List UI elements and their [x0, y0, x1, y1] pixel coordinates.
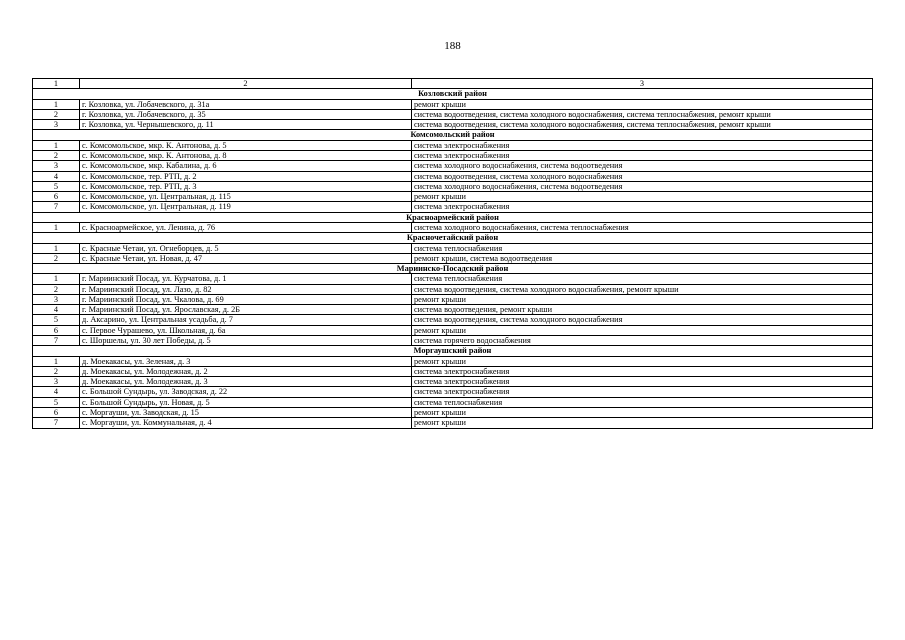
- address-cell: г. Мариинский Посад, ул. Чкалова, д. 69: [80, 294, 412, 304]
- row-number: 7: [33, 418, 80, 428]
- work-type-cell: ремонт крыши: [412, 325, 873, 335]
- district-header-row: [33, 212, 873, 222]
- page-number: 188: [444, 40, 461, 52]
- table-row: [33, 181, 873, 191]
- table-row: [33, 120, 873, 130]
- address-cell: с. Комсомольское, мкр. К. Антонова, д. 8: [80, 150, 412, 160]
- work-type-cell: система электроснабжения: [412, 387, 873, 397]
- address-cell: с. Комсомольское, мкр. К. Антонова, д. 5: [80, 140, 412, 150]
- table-row: [33, 325, 873, 335]
- district-header-row: [33, 233, 873, 243]
- address-cell: д. Моекакасы, ул. Молодежная, д. 3: [80, 377, 412, 387]
- table-row: [33, 305, 873, 315]
- row-number: 1: [33, 274, 80, 284]
- address-cell: с. Красные Четаи, ул. Новая, д. 47: [80, 253, 412, 263]
- table-row: [33, 171, 873, 181]
- address-cell: с. Шоршелы, ул. 30 лет Победы, д. 5: [80, 336, 412, 346]
- work-type-cell: система электроснабжения: [412, 377, 873, 387]
- table-row: [33, 243, 873, 253]
- work-type-cell: система водоотведения, система холодного водоснабжения, система теплоснабжения, ремонт крыши: [412, 120, 873, 130]
- district-title: Красночетайский район: [33, 233, 873, 243]
- row-number: 3: [33, 120, 80, 130]
- table-row: [33, 315, 873, 325]
- row-number: 7: [33, 336, 80, 346]
- table-row: [33, 377, 873, 387]
- work-type-cell: система горячего водоснабжения: [412, 336, 873, 346]
- work-type-cell: система водоотведения, ремонт крыши: [412, 305, 873, 315]
- address-cell: г. Мариинский Посад, ул. Курчатова, д. 1: [80, 274, 412, 284]
- work-type-cell: система теплоснабжения: [412, 397, 873, 407]
- row-number: 3: [33, 294, 80, 304]
- table-row: [33, 192, 873, 202]
- work-type-cell: система водоотведения, система холодного водоснабжения: [412, 315, 873, 325]
- work-type-cell: система электроснабжения: [412, 366, 873, 376]
- table-row: [33, 202, 873, 212]
- work-type-cell: система холодного водоснабжения, система теплоснабжения: [412, 222, 873, 232]
- table-header-row: [33, 79, 873, 89]
- work-type-cell: ремонт крыши: [412, 192, 873, 202]
- address-cell: г. Козловка, ул. Лобачевского, д. 31а: [80, 99, 412, 109]
- table-row: [33, 222, 873, 232]
- table-row: [33, 140, 873, 150]
- work-type-cell: система теплоснабжения: [412, 243, 873, 253]
- table-row: [33, 253, 873, 263]
- row-number: 7: [33, 202, 80, 212]
- row-number: 6: [33, 408, 80, 418]
- district-title: Красноармейский район: [33, 212, 873, 222]
- row-number: 5: [33, 397, 80, 407]
- district-title: Комсомольский район: [33, 130, 873, 140]
- work-type-cell: система электроснабжения: [412, 150, 873, 160]
- table-row: [33, 336, 873, 346]
- district-header-row: [33, 264, 873, 274]
- row-number: 1: [33, 222, 80, 232]
- address-cell: с. Первое Чурашево, ул. Школьная, д. 6а: [80, 325, 412, 335]
- address-cell: г. Мариинский Посад, ул. Лазо, д. 82: [80, 284, 412, 294]
- row-number: 6: [33, 325, 80, 335]
- work-type-cell: ремонт крыши, система водоотведения: [412, 253, 873, 263]
- row-number: 4: [33, 387, 80, 397]
- row-number: 5: [33, 315, 80, 325]
- work-type-cell: система электроснабжения: [412, 140, 873, 150]
- address-cell: с. Комсомольское, тер. РТП, д. 2: [80, 171, 412, 181]
- table-row: [33, 387, 873, 397]
- row-number: 2: [33, 253, 80, 263]
- address-cell: г. Козловка, ул. Чернышевского, д. 11: [80, 120, 412, 130]
- table-row: [33, 418, 873, 428]
- table-row: [33, 294, 873, 304]
- row-number: 4: [33, 171, 80, 181]
- district-title: Мариинско-Посадский район: [33, 264, 873, 274]
- district-title: Козловский район: [33, 89, 873, 99]
- address-cell: с. Моргауши, ул. Заводская, д. 15: [80, 408, 412, 418]
- row-number: 2: [33, 284, 80, 294]
- address-cell: д. Аксарино, ул. Центральная усадьба, д. 7: [80, 315, 412, 325]
- header-cell: 3: [412, 79, 873, 89]
- address-cell: с. Комсомольское, мкр. Кабалина, д. 6: [80, 161, 412, 171]
- row-number: 1: [33, 99, 80, 109]
- work-type-cell: система водоотведения, система холодного водоснабжения: [412, 171, 873, 181]
- table-row: [33, 99, 873, 109]
- row-number: 4: [33, 305, 80, 315]
- address-cell: д. Моекакасы, ул. Зеленая, д. 3: [80, 356, 412, 366]
- address-cell: с. Красноармейское, ул. Ленина, д. 76: [80, 222, 412, 232]
- table-row: [33, 284, 873, 294]
- header-cell: 2: [80, 79, 412, 89]
- row-number: 2: [33, 366, 80, 376]
- work-type-cell: система электроснабжения: [412, 202, 873, 212]
- row-number: 1: [33, 243, 80, 253]
- address-cell: с. Комсомольское, тер. РТП, д. 3: [80, 181, 412, 191]
- row-number: 6: [33, 192, 80, 202]
- district-header-row: [33, 346, 873, 356]
- work-type-cell: ремонт крыши: [412, 99, 873, 109]
- table-row: [33, 161, 873, 171]
- district-header-row: [33, 130, 873, 140]
- row-number: 3: [33, 161, 80, 171]
- address-cell: с. Комсомольское, ул. Центральная, д. 115: [80, 192, 412, 202]
- table-row: [33, 274, 873, 284]
- work-type-cell: ремонт крыши: [412, 418, 873, 428]
- row-number: 3: [33, 377, 80, 387]
- row-number: 5: [33, 181, 80, 191]
- work-type-cell: система холодного водоснабжения, система водоотведения: [412, 161, 873, 171]
- district-title: Моргаушский район: [33, 346, 873, 356]
- district-header-row: [33, 89, 873, 99]
- table-row: [33, 408, 873, 418]
- address-cell: с. Большой Сундырь, ул. Новая, д. 5: [80, 397, 412, 407]
- address-cell: с. Моргауши, ул. Коммунальная, д. 4: [80, 418, 412, 428]
- row-number: 2: [33, 150, 80, 160]
- work-type-cell: система теплоснабжения: [412, 274, 873, 284]
- address-cell: с. Большой Сундырь, ул. Заводская, д. 22: [80, 387, 412, 397]
- table-row: [33, 356, 873, 366]
- header-cell: 1: [33, 79, 80, 89]
- row-number: 1: [33, 356, 80, 366]
- table-row: [33, 366, 873, 376]
- address-cell: г. Козловка, ул. Лобачевского, д. 35: [80, 109, 412, 119]
- table-row: [33, 150, 873, 160]
- address-cell: с. Комсомольское, ул. Центральная, д. 119: [80, 202, 412, 212]
- address-cell: с. Красные Четаи, ул. Огнеборцев, д. 5: [80, 243, 412, 253]
- work-type-cell: система холодного водоснабжения, система водоотведения: [412, 181, 873, 191]
- table-row: [33, 109, 873, 119]
- work-type-cell: ремонт крыши: [412, 356, 873, 366]
- repair-table: [32, 78, 873, 429]
- table-body: [33, 79, 873, 429]
- address-cell: г. Мариинский Посад, ул. Ярославская, д. 2Б: [80, 305, 412, 315]
- work-type-cell: ремонт крыши: [412, 294, 873, 304]
- work-type-cell: система водоотведения, система холодного водоснабжения, ремонт крыши: [412, 284, 873, 294]
- table-row: [33, 397, 873, 407]
- work-type-cell: ремонт крыши: [412, 408, 873, 418]
- row-number: 1: [33, 140, 80, 150]
- address-cell: д. Моекакасы, ул. Молодежная, д. 2: [80, 366, 412, 376]
- row-number: 2: [33, 109, 80, 119]
- work-type-cell: система водоотведения, система холодного водоснабжения, система теплоснабжения, ремонт крыши: [412, 109, 873, 119]
